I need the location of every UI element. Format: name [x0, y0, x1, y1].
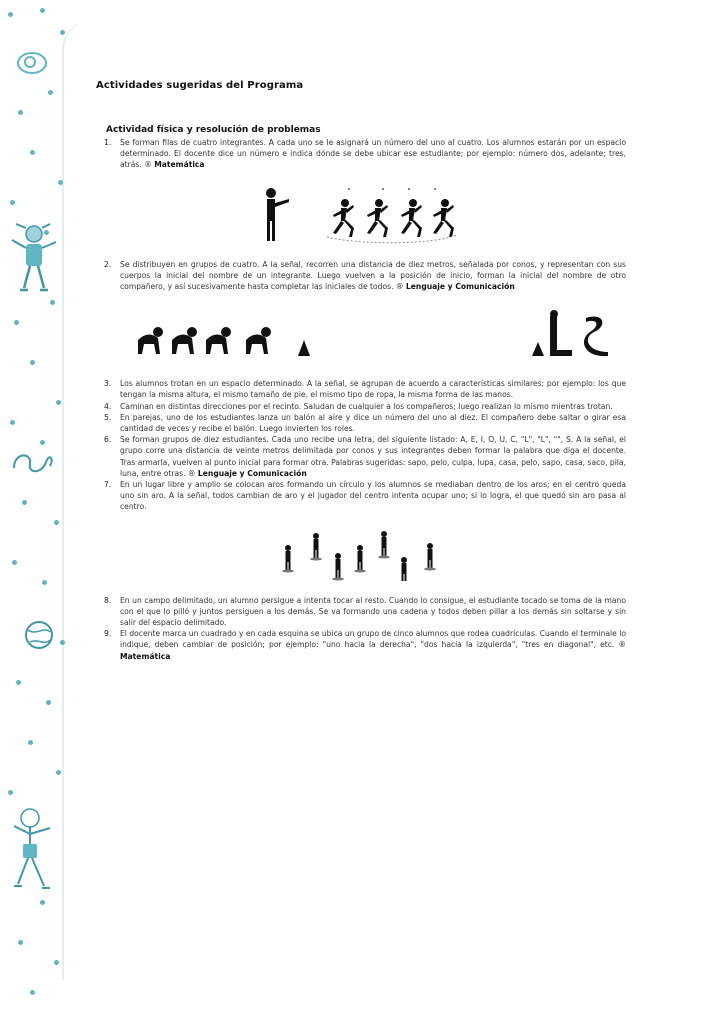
item-text: Los alumnos trotan en un espacio determinado. A la señal, se agrupan de acuerdo a características similares; por ejemplo: los que tengan la misma altura, el mismo tamaño de pie, el mismo tipo de ropa, la misma forma de las manos. — [120, 379, 626, 400]
decor-dot — [54, 960, 59, 965]
decor-dot — [58, 180, 63, 185]
decor-dot — [60, 640, 65, 645]
decor-dot — [40, 900, 45, 905]
swirl-icon — [14, 48, 50, 78]
decor-dot — [56, 770, 61, 775]
list-item-8 — [96, 595, 626, 629]
decor-dot — [30, 990, 35, 995]
decor-dot — [22, 500, 27, 505]
runner-figure — [333, 199, 354, 237]
decor-dot — [48, 90, 53, 95]
decor-dot — [30, 360, 35, 365]
decor-dot — [42, 580, 47, 585]
item-subject: Lenguaje y Comunicación — [197, 468, 307, 478]
ball-icon — [22, 618, 56, 652]
list-item-1: 1. Se forman filas de cuatro integrantes. A cada uno se le asignará un número del uno al cuatro. Los alumnos estarán por un espacio determinado. El docente dice un número e indica dónde se debe ubicar ese estudiante; por ejemplo: número dos, adelante; tres, atrás. ® Matemática — [104, 138, 626, 170]
child-figure — [332, 553, 344, 581]
item-number: 1. — [104, 138, 112, 147]
jumping-child-icon — [6, 222, 62, 302]
item-text: Se distribuyen en grupos de cuatro. A la señal, recorren una distancia de diez metros, señalada por conos, y representan con sus cuerpos la inicial del nombre de un integrante. Luego vuelven a la posición de inicio, forman la inicial del nombre de otro compañero, y así sucesivamente hasta completar las iniciales de todos. — [120, 259, 626, 292]
crawling-children-icon — [134, 320, 314, 360]
child-figure — [398, 557, 410, 581]
standing-children-icon — [276, 527, 446, 581]
decor-dot — [18, 940, 23, 945]
decor-dot — [10, 200, 15, 205]
letter-shapes-icon — [528, 310, 618, 360]
item-text: En parejas, uno de los estudiantes lanza un balón al aire y dice un número del uno al diez. El compañero debe saltar o girar esa cantidad de veces y recibe el balón. Luego invierten los roles. — [120, 412, 626, 434]
activity-list — [96, 137, 626, 171]
circle-children-illustration — [96, 527, 626, 581]
item-number: 4. — [104, 401, 112, 411]
item-subject: Matemática — [154, 160, 205, 170]
item-subject: Matemática — [120, 651, 171, 661]
item-number: 9. — [104, 629, 112, 639]
runner-figure — [401, 199, 422, 237]
child-figure — [378, 531, 390, 559]
section-title: Actividad física y resolución de problemas — [106, 125, 321, 135]
child-figure — [354, 545, 366, 573]
walking-child-icon — [4, 804, 64, 896]
runners-icon — [261, 185, 461, 245]
item-text: El docente marca un cuadrado y en cada esquina se ubica un grupo de cinco alumnos que rodea cuadrículas. Cuando el terminale lo indique, deben cambiar de posición; por ejemplo: "uno hacia la derecha", "dos hacia la izquierda", "tres en diagonal", etc. — [120, 629, 626, 650]
decor-dot — [40, 440, 45, 445]
decor-dot — [60, 30, 65, 35]
item-number: 2. — [104, 259, 112, 269]
decor-dot — [10, 420, 15, 425]
decorative-sidebar — [0, 0, 82, 1020]
decor-dot — [54, 520, 59, 525]
item-text: En un campo delimitado, un alumno persigue a intenta tocar al resto. Cuando lo consigue, el estudiante tocado se toma de la mano con el que lo pilló y juntos persiguen a los demás. Se va formando una cadena y todos deben pillar a los demás sin soltarse y sin salir del espacio delimitado. — [120, 595, 626, 628]
crawling-letters-illustration — [96, 310, 626, 360]
decor-dot — [8, 12, 13, 17]
list-item-5 — [96, 412, 626, 434]
item-text: Caminan en distintas direcciones por el recinto. Saludan de cualquier a los compañeros; luego realizan lo mismo mientras trotan. — [120, 401, 613, 411]
decor-dot — [8, 790, 13, 795]
list-item-7 — [96, 479, 626, 513]
child-figure — [282, 545, 294, 573]
page-title: Actividades sugeridas del Programa — [96, 80, 304, 91]
list-item-3 — [96, 378, 626, 400]
decor-dot — [16, 680, 21, 685]
item-text: Se forman filas de cuatro integrantes. A cada uno se le asignará un número del uno al cuatro. Los alumnos estarán por un espacio determinado. El docente dice un número e indica dónde se debe ubicar ese estudiante; por ejemplo: número dos, adelante; tres, atrás. — [120, 138, 626, 170]
decor-dot — [12, 560, 17, 565]
list-item-4 — [96, 401, 626, 412]
runner-figure — [433, 199, 454, 237]
item-subject: Lenguaje y Comunicación — [405, 282, 515, 292]
decor-dot — [46, 700, 51, 705]
item-number: 8. — [104, 595, 112, 605]
item-number: 5. — [104, 412, 112, 422]
item-text: Se forman grupos de diez estudiantes. Cada uno recibe una letra, del siguiente listado: A, E, I, O, U, C, "L", "L", "", S. A la señal, el grupo corre una distancia de veinte metros delimitada por conos y sus integrantes deben formar la palabra que diga el docente. Tras armarla, vuelven al punto inicial para formar otra. Palabras sugeridas: sapo, pelo, culpa, lupa, casa, pelo, sapo, casa, saco, pila, luna, entre otras. — [120, 435, 626, 478]
child-figure — [424, 543, 436, 571]
decor-dot — [40, 8, 45, 13]
runner-figure — [367, 199, 388, 237]
decor-dot — [14, 320, 19, 325]
item-text: En un lugar libre y amplio se colocan aros formando un círculo y los alumnos se mediaban dentro de los aros; en el centro queda uno sin aro. A la señal, todos cambian de aro y el jugador del centro intenta ocupar uno; si lo logra, el que quedó sin aro pasa al centro. — [120, 480, 626, 512]
decor-dot — [56, 400, 61, 405]
list-item-9: 9. El docente marca un cuadrado y en cada esquina se ubica un grupo de cinco alumnos que rodea cuadrículas. Cuando el terminale lo indique, deben cambiar de posición; por ejemplo: "uno hacia la derecha", "dos hacia la izquierda", "tres en diagonal", etc. ® Matemática — [104, 629, 626, 661]
item-number: 6. — [104, 435, 112, 445]
decor-dot — [28, 740, 33, 745]
rope-swirl-icon — [10, 446, 56, 476]
teacher-runners-illustration — [96, 185, 626, 245]
item-number: 7. — [104, 480, 112, 490]
decor-dot — [18, 110, 23, 115]
document-page — [96, 80, 626, 662]
decor-dot — [30, 150, 35, 155]
child-figure — [310, 533, 322, 561]
list-item-6: 6. Se forman grupos de diez estudiantes. Cada uno recibe una letra, del siguiente listado: A, E, I, O, U, C, "L", "L", "", S. A la señal, el grupo corre una distancia de veinte metros delimitada por conos y sus integrantes deben formar la palabra que diga el docente. Tras armarla, vuelven al punto inicial para formar otra. Palabras sugeridas: sapo, pelo, culpa, lupa, casa, pelo, sapo, casa, saco, pila, luna, entre otras. ® Lenguaje y Comunicación — [104, 435, 626, 478]
list-item-2: 2. Se distribuyen en grupos de cuatro. A la señal, recorren una distancia de diez metros, señalada por conos, y representan con sus cuerpos la inicial del nombre de un integrante. Luego vuelven a la posición de inicio, forman la inicial del nombre de otro compañero, y así sucesivamente hasta completar las iniciales de todos. ® Lenguaje y Comunicación — [104, 259, 626, 292]
item-number: 3. — [104, 379, 112, 389]
